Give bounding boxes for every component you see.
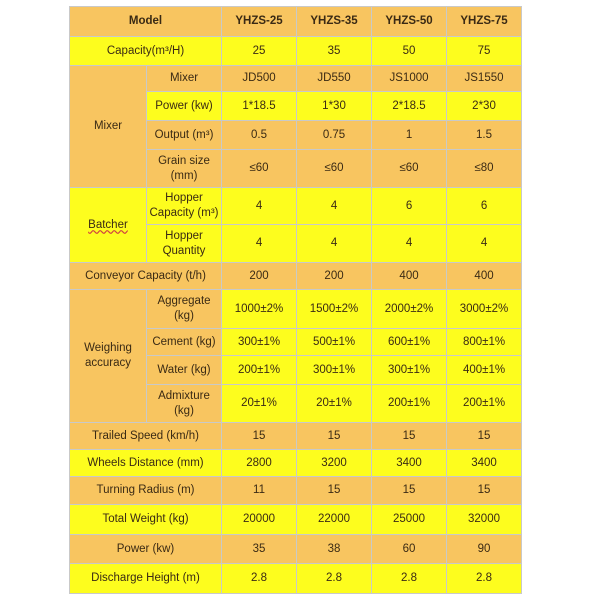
- cell-value: 200: [222, 263, 297, 290]
- header-row: [70, 7, 522, 37]
- cell-value: 3200: [297, 450, 372, 477]
- cell-value: 2.8: [447, 564, 522, 594]
- cell-value: 4: [222, 188, 297, 225]
- cell-value: 11: [222, 477, 297, 505]
- cell-value: 15: [222, 423, 297, 450]
- cell-value: 0.75: [297, 121, 372, 150]
- row-label: Power (kw): [147, 92, 222, 121]
- cell-value: 400: [372, 263, 447, 290]
- row-label: Trailed Speed (km/h): [70, 423, 222, 450]
- cell-value: 6: [447, 188, 522, 225]
- cell-value: 0.5: [222, 121, 297, 150]
- cell-value: 300±1%: [222, 329, 297, 356]
- wheels-distance-row: [70, 450, 522, 477]
- cell-value: ≤80: [447, 150, 522, 188]
- cell-value: 60: [372, 535, 447, 564]
- cell-value: 25: [222, 37, 297, 66]
- cell-value: 2.8: [297, 564, 372, 594]
- cell-value: JD500: [222, 66, 297, 92]
- group-label-batcher: Batcher: [88, 218, 128, 231]
- row-label: Hopper Capacity (m³): [147, 188, 222, 225]
- row-label: Capacity(m³/H): [70, 37, 222, 66]
- cell-value: JS1000: [372, 66, 447, 92]
- row-label: Total Weight (kg): [70, 505, 222, 535]
- cell-value: 20000: [222, 505, 297, 535]
- model-header-yhzs25: YHZS-25: [222, 7, 297, 37]
- cell-value: 200: [297, 263, 372, 290]
- cell-value: 1.5: [447, 121, 522, 150]
- cell-value: 600±1%: [372, 329, 447, 356]
- cell-value: 1000±2%: [222, 290, 297, 329]
- cell-value: 200±1%: [372, 385, 447, 423]
- cell-value: 35: [222, 535, 297, 564]
- cell-value: 2800: [222, 450, 297, 477]
- cell-value: JS1550: [447, 66, 522, 92]
- cell-value: 300±1%: [297, 356, 372, 385]
- cell-value: ≤60: [297, 150, 372, 188]
- cell-value: 20±1%: [222, 385, 297, 423]
- cell-value: 3000±2%: [447, 290, 522, 329]
- cell-value: ≤60: [372, 150, 447, 188]
- cell-value: 25000: [372, 505, 447, 535]
- model-header-yhzs35: YHZS-35: [297, 7, 372, 37]
- cell-value: 200±1%: [447, 385, 522, 423]
- turning-radius-row: [70, 477, 522, 505]
- cell-value: 15: [447, 477, 522, 505]
- cell-value: JD550: [297, 66, 372, 92]
- row-label: Hopper Quantity: [147, 225, 222, 263]
- cell-value: 2000±2%: [372, 290, 447, 329]
- cell-value: 3400: [372, 450, 447, 477]
- cell-value: 400: [447, 263, 522, 290]
- discharge-height-row: [70, 564, 522, 594]
- group-label-mixer: Mixer: [70, 66, 147, 188]
- cell-value: 800±1%: [447, 329, 522, 356]
- cell-value: 1: [372, 121, 447, 150]
- cell-value: 4: [447, 225, 522, 263]
- mixer-model-row: [70, 66, 522, 92]
- cell-value: 1*30: [297, 92, 372, 121]
- cell-value: 4: [297, 188, 372, 225]
- cell-value: 2*18.5: [372, 92, 447, 121]
- row-label: Power (kw): [70, 535, 222, 564]
- cell-value: 4: [222, 225, 297, 263]
- model-header: Model: [70, 7, 222, 37]
- cell-value: 20±1%: [297, 385, 372, 423]
- cell-value: ≤60: [222, 150, 297, 188]
- row-label: Discharge Height (m): [70, 564, 222, 594]
- cell-value: 200±1%: [222, 356, 297, 385]
- cell-value: 75: [447, 37, 522, 66]
- batcher-capacity-row: [70, 188, 522, 225]
- cell-value: 4: [372, 225, 447, 263]
- cell-value: 15: [297, 423, 372, 450]
- model-header-yhzs75: YHZS-75: [447, 7, 522, 37]
- conveyor-row: [70, 263, 522, 290]
- cell-value: 1500±2%: [297, 290, 372, 329]
- cell-value: 1*18.5: [222, 92, 297, 121]
- cell-value: 300±1%: [372, 356, 447, 385]
- cell-value: 2.8: [222, 564, 297, 594]
- row-label: Turning Radius (m): [70, 477, 222, 505]
- cell-value: 6: [372, 188, 447, 225]
- row-label: Water (kg): [147, 356, 222, 385]
- cell-value: 2*30: [447, 92, 522, 121]
- capacity-row: [70, 37, 522, 66]
- row-label: Cement (kg): [147, 329, 222, 356]
- row-label: Mixer: [147, 66, 222, 92]
- cell-value: 3400: [447, 450, 522, 477]
- row-label: Conveyor Capacity (t/h): [70, 263, 222, 290]
- cell-value: 2.8: [372, 564, 447, 594]
- row-label: Admixture (kg): [147, 385, 222, 423]
- cell-value: 400±1%: [447, 356, 522, 385]
- cell-value: 15: [372, 423, 447, 450]
- row-label: Output (m³): [147, 121, 222, 150]
- cell-value: 4: [297, 225, 372, 263]
- group-label-weighing: Weighing accuracy: [70, 290, 147, 423]
- cell-value: 35: [297, 37, 372, 66]
- power-row: [70, 535, 522, 564]
- row-label: Aggregate (kg): [147, 290, 222, 329]
- row-label: Grain size (mm): [147, 150, 222, 188]
- model-header-yhzs50: YHZS-50: [372, 7, 447, 37]
- cell-value: 15: [372, 477, 447, 505]
- trailed-speed-row: [70, 423, 522, 450]
- spec-table: [69, 6, 522, 594]
- cell-value: 90: [447, 535, 522, 564]
- cell-value: 22000: [297, 505, 372, 535]
- cell-value: 500±1%: [297, 329, 372, 356]
- cell-value: 32000: [447, 505, 522, 535]
- row-label: Wheels Distance (mm): [70, 450, 222, 477]
- cell-value: 15: [297, 477, 372, 505]
- total-weight-row: [70, 505, 522, 535]
- cell-value: 15: [447, 423, 522, 450]
- cell-value: 38: [297, 535, 372, 564]
- weighing-aggregate-row: [70, 290, 522, 329]
- cell-value: 50: [372, 37, 447, 66]
